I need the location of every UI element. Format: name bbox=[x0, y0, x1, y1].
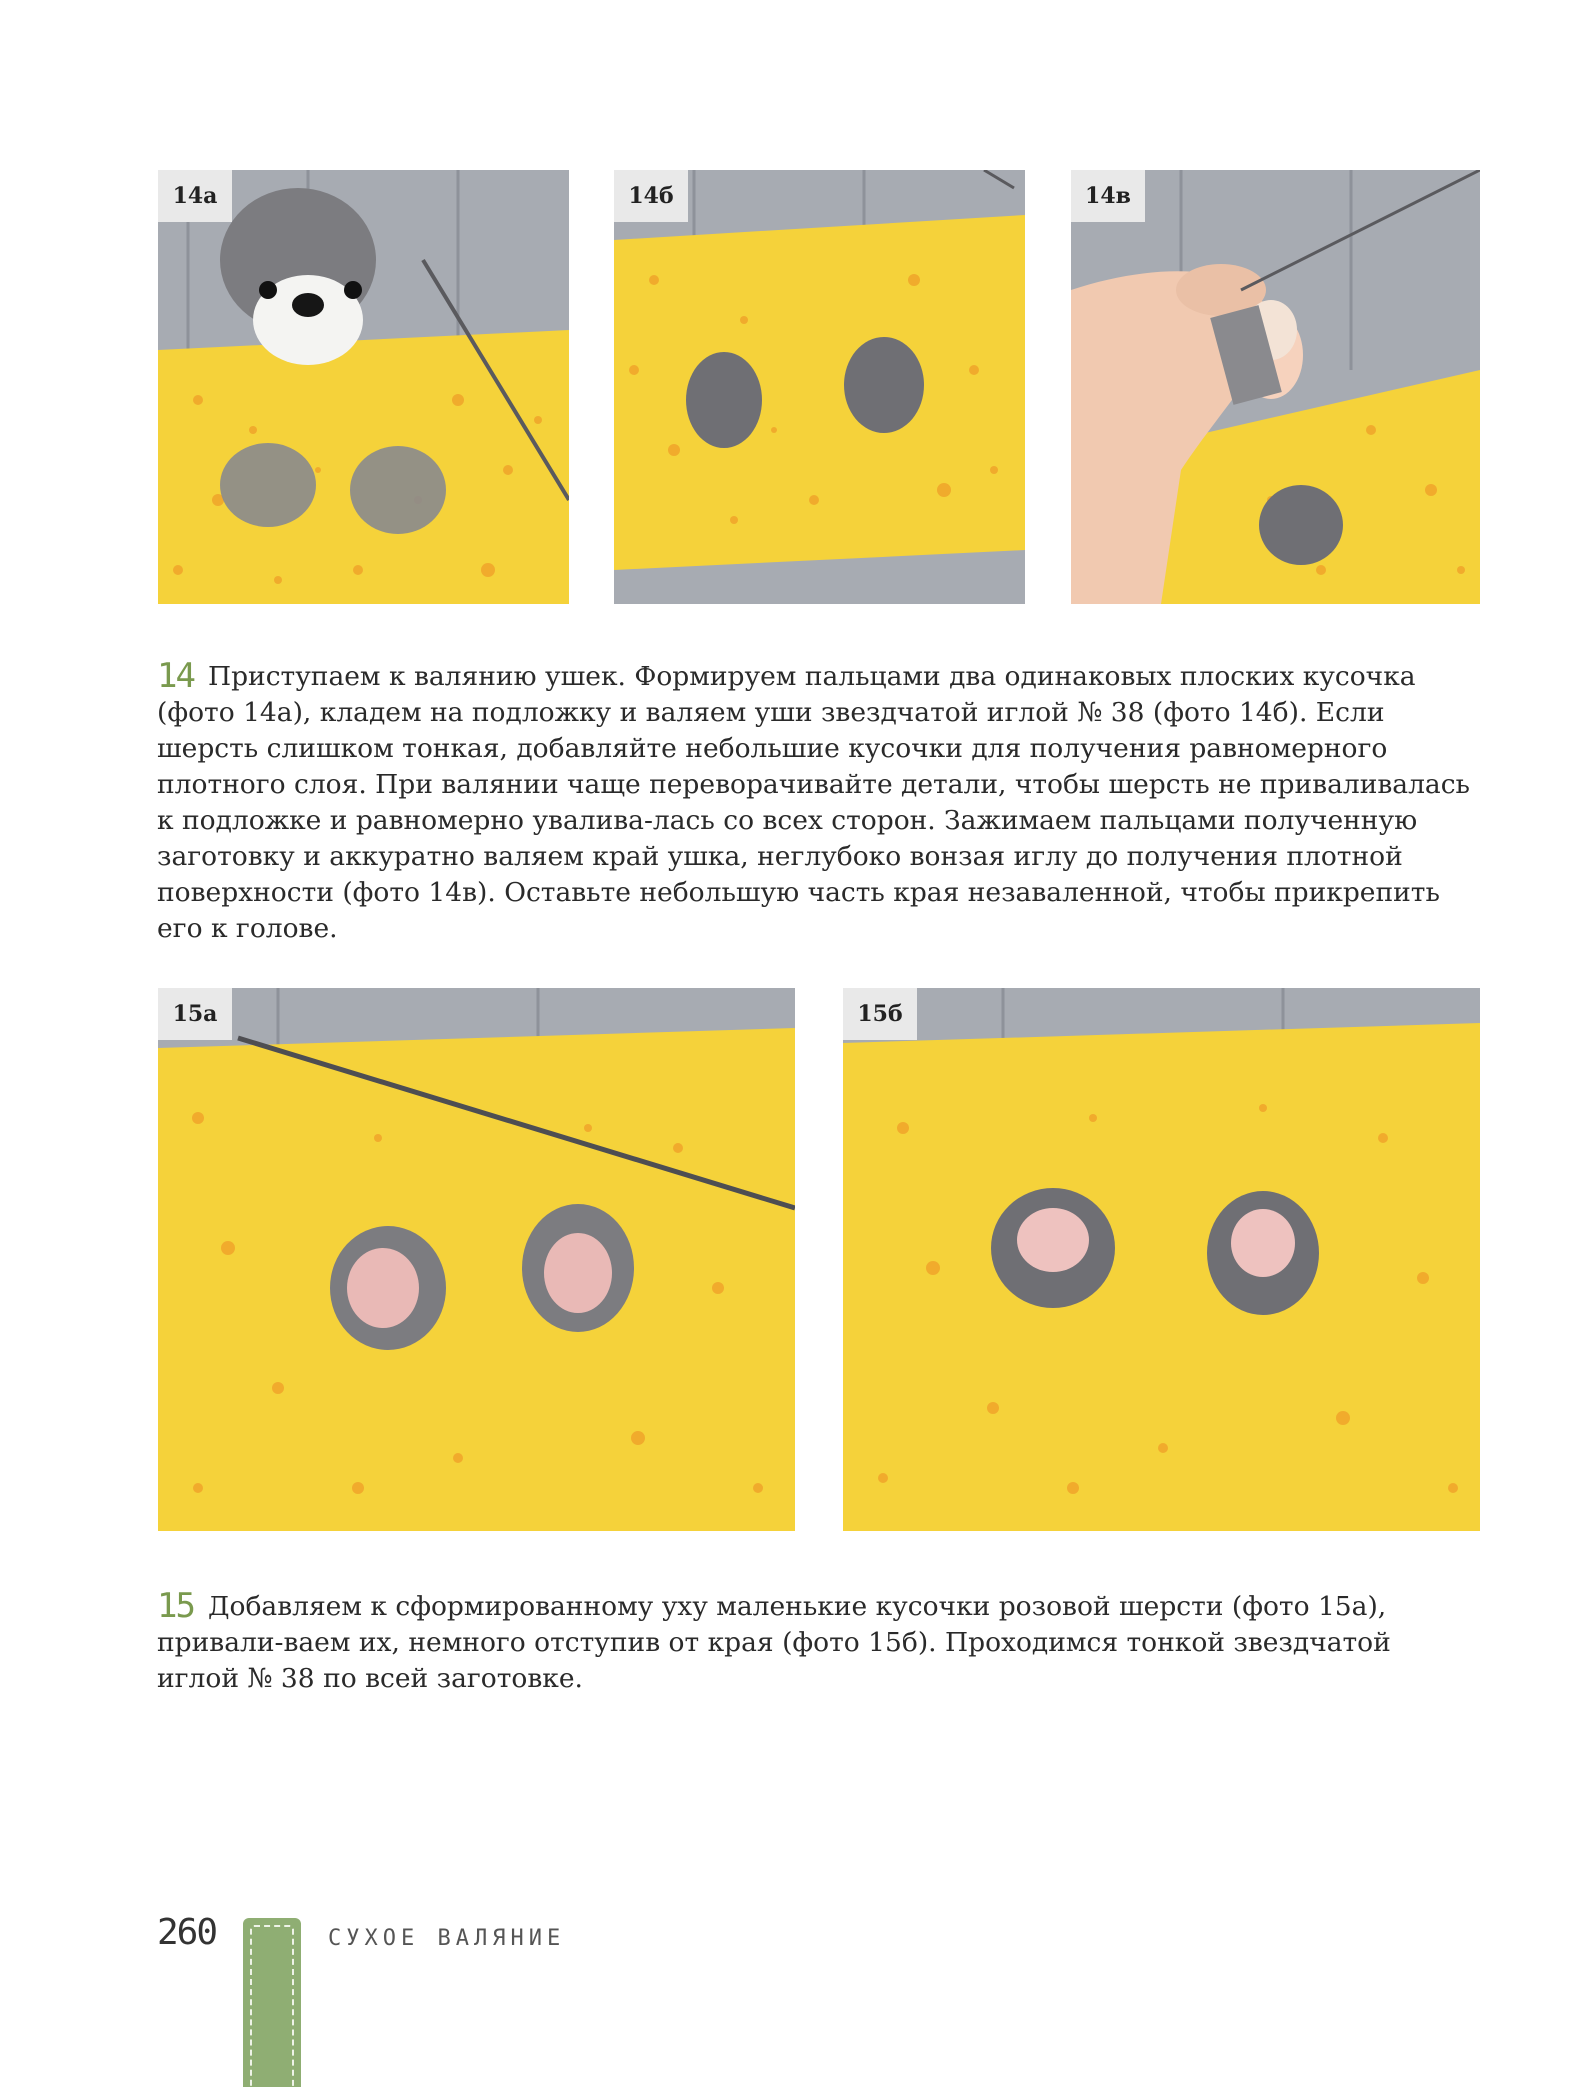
step-text: Приступаем к валянию ушек. Формируем пальцами два одинаковых плоских кусочка (фото 14а), кладем на подложку и валяем уши звездчатой иглой № 38 (фото 14б). Если шерсть слишком тонкая, добавляйте небольшие кусочки для получения равномерного плотного слоя. При валянии чаще переворачивайте детали, чтобы шерсть не приваливалась к подложке и равномерно увалива-лась со всех сторон. Зажимаем пальцами полученную заготовку и аккуратно валяем край ушка, неглубоко вонзая иглу до получения плотной поверхности (фото 14в). Оставьте небольшую часть края незаваленной, чтобы прикрепить его к голове. bbox=[157, 661, 1470, 944]
photo-14a bbox=[158, 170, 569, 604]
photo-15b bbox=[843, 988, 1480, 1531]
photo-15a bbox=[158, 988, 795, 1531]
step-14 bbox=[157, 658, 1477, 947]
photo-label: 14в bbox=[1071, 170, 1145, 222]
page-number: 260 bbox=[157, 1912, 217, 1953]
photo-14a-image bbox=[158, 170, 569, 604]
photo-14b-image bbox=[614, 170, 1025, 604]
step-text: Добавляем к сформированному уху маленькие кусочки розовой шерсти (фото 15а), привали-ваем их, немного отступив от края (фото 15б). Проходимся тонкой звездчатой иглой № 38 по всей заготовке. bbox=[157, 1591, 1391, 1694]
step-15 bbox=[157, 1588, 1477, 1697]
photo-label: 15б bbox=[843, 988, 917, 1040]
photo-label: 15а bbox=[158, 988, 232, 1040]
step-number: 15 bbox=[157, 1586, 194, 1626]
photo-14b bbox=[614, 170, 1025, 604]
step-number: 14 bbox=[157, 656, 194, 696]
photo-14v bbox=[1071, 170, 1480, 604]
photo-15b-image bbox=[843, 988, 1480, 1531]
bookmark-tab bbox=[243, 1918, 301, 2087]
photo-14v-image bbox=[1071, 170, 1480, 604]
photo-15a-image bbox=[158, 988, 795, 1531]
photo-label: 14б bbox=[614, 170, 688, 222]
section-title: СУХОЕ ВАЛЯНИЕ bbox=[328, 1926, 566, 1951]
photo-label: 14а bbox=[158, 170, 232, 222]
